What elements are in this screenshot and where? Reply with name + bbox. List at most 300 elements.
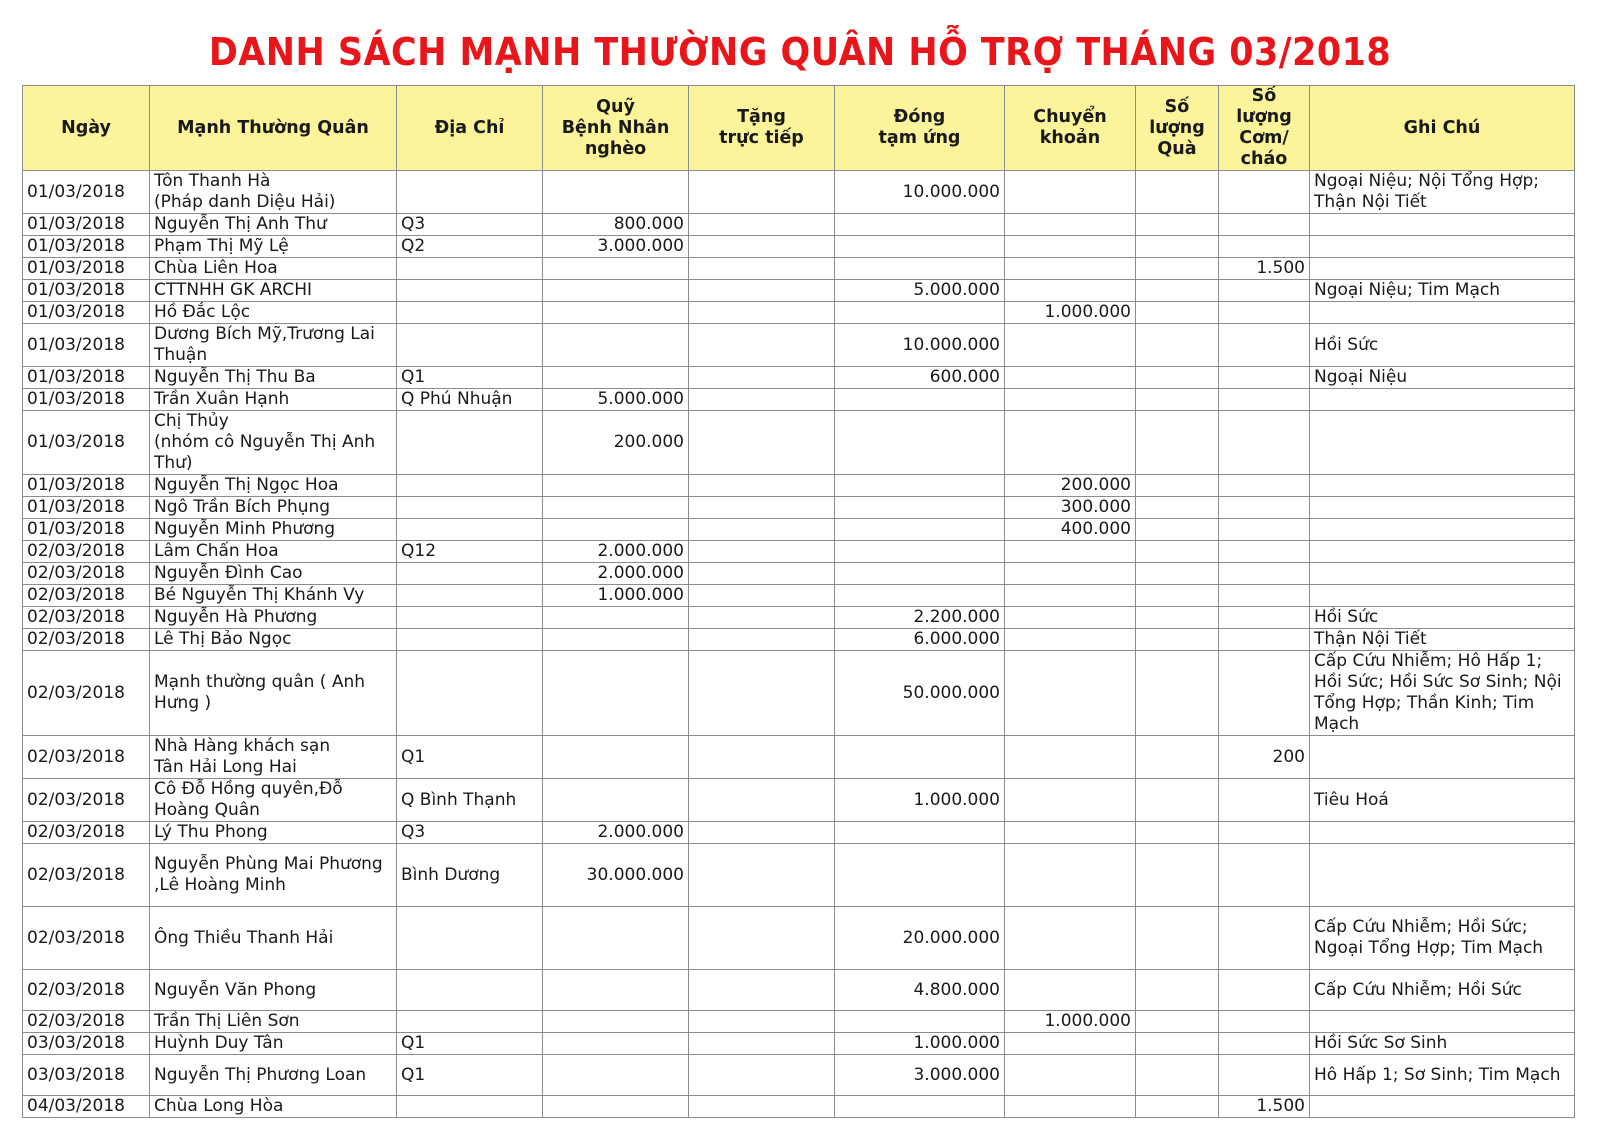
cell-address: [397, 1011, 543, 1033]
cell-donor: Nguyễn Đình Cao: [150, 563, 397, 585]
cell-date: 01/03/2018: [23, 497, 150, 519]
cell-donor: Bé Nguyễn Thị Khánh Vy: [150, 585, 397, 607]
cell-donor: Trần Thị Liên Sơn: [150, 1011, 397, 1033]
cell-direct-gift: [689, 1033, 835, 1055]
cell-date: 02/03/2018: [23, 970, 150, 1011]
cell-address: Q2: [397, 236, 543, 258]
cell-address: Q Bình Thạnh: [397, 779, 543, 822]
cell-gift-qty: [1136, 736, 1219, 779]
cell-transfer: 300.000: [1005, 497, 1136, 519]
table-row: [23, 541, 1575, 563]
cell-address: [397, 585, 543, 607]
cell-advance: [835, 302, 1005, 324]
cell-date: 01/03/2018: [23, 171, 150, 214]
cell-gift-qty: [1136, 236, 1219, 258]
cell-address: [397, 519, 543, 541]
cell-date: 02/03/2018: [23, 822, 150, 844]
table-row: [23, 280, 1575, 302]
cell-advance: 6.000.000: [835, 629, 1005, 651]
cell-donor: Chùa Long Hòa: [150, 1096, 397, 1118]
cell-note: [1310, 236, 1575, 258]
table-row: [23, 844, 1575, 907]
table-row: [23, 907, 1575, 970]
cell-transfer: [1005, 389, 1136, 411]
cell-gift-qty: [1136, 519, 1219, 541]
table-row: [23, 651, 1575, 736]
cell-donor: Chị Thủy (nhóm cô Nguyễn Thị Anh Thư): [150, 411, 397, 475]
table-row: [23, 411, 1575, 475]
cell-date: 02/03/2018: [23, 651, 150, 736]
cell-transfer: [1005, 541, 1136, 563]
table-row: [23, 736, 1575, 779]
header-meal-qty: Số lượng Cơm/ cháo: [1219, 86, 1310, 171]
cell-advance: 1.000.000: [835, 779, 1005, 822]
cell-gift-qty: [1136, 389, 1219, 411]
cell-advance: 10.000.000: [835, 171, 1005, 214]
cell-gift-qty: [1136, 541, 1219, 563]
cell-advance: [835, 411, 1005, 475]
cell-note: Thận Nội Tiết: [1310, 629, 1575, 651]
cell-poor-fund: 3.000.000: [543, 236, 689, 258]
cell-meal-qty: [1219, 280, 1310, 302]
cell-direct-gift: [689, 585, 835, 607]
cell-date: 02/03/2018: [23, 907, 150, 970]
cell-poor-fund: 200.000: [543, 411, 689, 475]
cell-donor: Nguyễn Phùng Mai Phương ,Lê Hoàng Minh: [150, 844, 397, 907]
cell-note: Hô Hấp 1; Sơ Sinh; Tim Mạch: [1310, 1055, 1575, 1096]
cell-note: Tiêu Hoá: [1310, 779, 1575, 822]
cell-direct-gift: [689, 258, 835, 280]
cell-gift-qty: [1136, 907, 1219, 970]
cell-direct-gift: [689, 541, 835, 563]
cell-date: 03/03/2018: [23, 1033, 150, 1055]
header-note: Ghi Chú: [1310, 86, 1575, 171]
cell-donor: Nguyễn Hà Phương: [150, 607, 397, 629]
cell-poor-fund: [543, 1096, 689, 1118]
table-row: [23, 1011, 1575, 1033]
cell-note: [1310, 519, 1575, 541]
cell-direct-gift: [689, 519, 835, 541]
cell-address: Bình Dương: [397, 844, 543, 907]
cell-direct-gift: [689, 607, 835, 629]
cell-date: 01/03/2018: [23, 411, 150, 475]
cell-direct-gift: [689, 779, 835, 822]
cell-advance: 4.800.000: [835, 970, 1005, 1011]
donor-table: [22, 85, 1575, 1118]
header-gift-qty: Số lượng Quà: [1136, 86, 1219, 171]
cell-gift-qty: [1136, 607, 1219, 629]
cell-advance: [835, 258, 1005, 280]
cell-transfer: [1005, 367, 1136, 389]
cell-transfer: [1005, 607, 1136, 629]
cell-address: [397, 1096, 543, 1118]
cell-donor: Huỳnh Duy Tân: [150, 1033, 397, 1055]
cell-poor-fund: [543, 324, 689, 367]
cell-note: [1310, 258, 1575, 280]
header-donor: Mạnh Thường Quân: [150, 86, 397, 171]
cell-address: [397, 907, 543, 970]
cell-date: 01/03/2018: [23, 324, 150, 367]
cell-gift-qty: [1136, 324, 1219, 367]
cell-meal-qty: [1219, 822, 1310, 844]
cell-meal-qty: [1219, 629, 1310, 651]
cell-address: Q1: [397, 1033, 543, 1055]
cell-address: Q12: [397, 541, 543, 563]
cell-poor-fund: [543, 907, 689, 970]
cell-meal-qty: 1.500: [1219, 1096, 1310, 1118]
cell-poor-fund: [543, 970, 689, 1011]
cell-transfer: [1005, 324, 1136, 367]
cell-transfer: [1005, 411, 1136, 475]
cell-gift-qty: [1136, 214, 1219, 236]
cell-poor-fund: [543, 1055, 689, 1096]
cell-gift-qty: [1136, 171, 1219, 214]
cell-transfer: [1005, 1033, 1136, 1055]
cell-donor: Hồ Đắc Lộc: [150, 302, 397, 324]
cell-direct-gift: [689, 970, 835, 1011]
cell-poor-fund: [543, 607, 689, 629]
cell-date: 04/03/2018: [23, 1096, 150, 1118]
cell-address: [397, 607, 543, 629]
cell-direct-gift: [689, 236, 835, 258]
cell-date: 02/03/2018: [23, 736, 150, 779]
cell-direct-gift: [689, 907, 835, 970]
cell-transfer: [1005, 970, 1136, 1011]
cell-note: Cấp Cứu Nhiễm; Hồi Sức; Ngoại Tổng Hợp; Tim Mạch: [1310, 907, 1575, 970]
cell-meal-qty: [1219, 651, 1310, 736]
cell-advance: 50.000.000: [835, 651, 1005, 736]
cell-note: [1310, 585, 1575, 607]
table-row: [23, 324, 1575, 367]
cell-direct-gift: [689, 475, 835, 497]
cell-address: Q3: [397, 214, 543, 236]
cell-transfer: [1005, 907, 1136, 970]
cell-address: [397, 411, 543, 475]
cell-transfer: [1005, 585, 1136, 607]
cell-donor: Trần Xuân Hạnh: [150, 389, 397, 411]
header-direct-gift: Tặng trực tiếp: [689, 86, 835, 171]
table-row: [23, 171, 1575, 214]
cell-meal-qty: [1219, 411, 1310, 475]
cell-gift-qty: [1136, 629, 1219, 651]
cell-date: 02/03/2018: [23, 541, 150, 563]
table-row: [23, 214, 1575, 236]
cell-meal-qty: [1219, 779, 1310, 822]
cell-note: [1310, 475, 1575, 497]
table-row: [23, 497, 1575, 519]
cell-donor: Nguyễn Thị Ngọc Hoa: [150, 475, 397, 497]
cell-poor-fund: 1.000.000: [543, 585, 689, 607]
cell-date: 01/03/2018: [23, 302, 150, 324]
cell-note: Cấp Cứu Nhiễm; Hồi Sức: [1310, 970, 1575, 1011]
cell-donor: Ông Thiều Thanh Hải: [150, 907, 397, 970]
cell-advance: [835, 844, 1005, 907]
cell-note: Ngoại Niệu: [1310, 367, 1575, 389]
cell-direct-gift: [689, 411, 835, 475]
cell-direct-gift: [689, 563, 835, 585]
cell-note: [1310, 214, 1575, 236]
cell-advance: [835, 214, 1005, 236]
cell-poor-fund: [543, 1033, 689, 1055]
cell-meal-qty: [1219, 214, 1310, 236]
cell-donor: Ngô Trần Bích Phụng: [150, 497, 397, 519]
cell-advance: 20.000.000: [835, 907, 1005, 970]
cell-address: [397, 629, 543, 651]
cell-meal-qty: [1219, 171, 1310, 214]
cell-transfer: [1005, 236, 1136, 258]
cell-note: [1310, 389, 1575, 411]
cell-address: Q1: [397, 736, 543, 779]
table-row: [23, 629, 1575, 651]
cell-address: [397, 324, 543, 367]
cell-meal-qty: [1219, 302, 1310, 324]
cell-direct-gift: [689, 389, 835, 411]
cell-meal-qty: [1219, 607, 1310, 629]
cell-gift-qty: [1136, 970, 1219, 1011]
cell-meal-qty: [1219, 563, 1310, 585]
cell-poor-fund: [543, 171, 689, 214]
cell-address: [397, 970, 543, 1011]
cell-direct-gift: [689, 1011, 835, 1033]
cell-transfer: [1005, 822, 1136, 844]
table-row: [23, 1096, 1575, 1118]
cell-donor: Nguyễn Minh Phương: [150, 519, 397, 541]
cell-address: [397, 475, 543, 497]
cell-donor: Lâm Chấn Hoa: [150, 541, 397, 563]
cell-address: [397, 651, 543, 736]
cell-advance: [835, 497, 1005, 519]
cell-meal-qty: [1219, 1033, 1310, 1055]
page-title: DANH SÁCH MẠNH THƯỜNG QUÂN HỖ TRỢ THÁNG 03/2018: [208, 30, 1392, 74]
cell-gift-qty: [1136, 367, 1219, 389]
cell-meal-qty: [1219, 389, 1310, 411]
cell-advance: 3.000.000: [835, 1055, 1005, 1096]
cell-gift-qty: [1136, 497, 1219, 519]
header-date: Ngày: [23, 86, 150, 171]
cell-meal-qty: [1219, 324, 1310, 367]
cell-meal-qty: [1219, 970, 1310, 1011]
cell-advance: [835, 822, 1005, 844]
cell-donor: Lê Thị Bảo Ngọc: [150, 629, 397, 651]
cell-direct-gift: [689, 736, 835, 779]
table-row: [23, 822, 1575, 844]
cell-transfer: 1.000.000: [1005, 1011, 1136, 1033]
cell-direct-gift: [689, 324, 835, 367]
cell-note: Hồi Sức: [1310, 607, 1575, 629]
cell-gift-qty: [1136, 1033, 1219, 1055]
cell-date: 03/03/2018: [23, 1055, 150, 1096]
cell-advance: [835, 1096, 1005, 1118]
cell-note: [1310, 563, 1575, 585]
cell-direct-gift: [689, 1055, 835, 1096]
cell-direct-gift: [689, 280, 835, 302]
cell-address: [397, 280, 543, 302]
table-row: [23, 389, 1575, 411]
table-row: [23, 563, 1575, 585]
cell-direct-gift: [689, 367, 835, 389]
cell-transfer: 200.000: [1005, 475, 1136, 497]
cell-date: 02/03/2018: [23, 1011, 150, 1033]
cell-meal-qty: [1219, 497, 1310, 519]
cell-date: 02/03/2018: [23, 779, 150, 822]
cell-address: Q1: [397, 1055, 543, 1096]
cell-advance: [835, 519, 1005, 541]
cell-gift-qty: [1136, 1096, 1219, 1118]
cell-address: [397, 563, 543, 585]
cell-advance: [835, 736, 1005, 779]
table-row: [23, 519, 1575, 541]
cell-date: 02/03/2018: [23, 607, 150, 629]
cell-donor: Chùa Liên Hoa: [150, 258, 397, 280]
cell-note: [1310, 736, 1575, 779]
cell-advance: [835, 475, 1005, 497]
cell-poor-fund: 5.000.000: [543, 389, 689, 411]
cell-donor: Nguyễn Thị Phương Loan: [150, 1055, 397, 1096]
cell-date: 02/03/2018: [23, 563, 150, 585]
cell-gift-qty: [1136, 822, 1219, 844]
cell-date: 01/03/2018: [23, 389, 150, 411]
cell-transfer: 1.000.000: [1005, 302, 1136, 324]
cell-transfer: [1005, 1055, 1136, 1096]
cell-transfer: [1005, 844, 1136, 907]
cell-donor: Nguyễn Văn Phong: [150, 970, 397, 1011]
cell-gift-qty: [1136, 302, 1219, 324]
cell-donor: Nguyễn Thị Anh Thư: [150, 214, 397, 236]
cell-address: [397, 302, 543, 324]
cell-gift-qty: [1136, 651, 1219, 736]
cell-date: 02/03/2018: [23, 629, 150, 651]
cell-direct-gift: [689, 822, 835, 844]
cell-direct-gift: [689, 302, 835, 324]
cell-meal-qty: [1219, 844, 1310, 907]
cell-note: Cấp Cứu Nhiễm; Hô Hấp 1; Hồi Sức; Hồi Sức Sơ Sinh; Nội Tổng Hợp; Thần Kinh; Tim Mạch: [1310, 651, 1575, 736]
table-row: [23, 367, 1575, 389]
cell-gift-qty: [1136, 779, 1219, 822]
cell-direct-gift: [689, 651, 835, 736]
cell-transfer: [1005, 563, 1136, 585]
cell-gift-qty: [1136, 563, 1219, 585]
header-address: Địa Chỉ: [397, 86, 543, 171]
cell-advance: [835, 541, 1005, 563]
cell-advance: [835, 236, 1005, 258]
cell-note: [1310, 497, 1575, 519]
cell-address: Q3: [397, 822, 543, 844]
cell-date: 01/03/2018: [23, 475, 150, 497]
cell-address: Q1: [397, 367, 543, 389]
cell-note: [1310, 822, 1575, 844]
cell-advance: 600.000: [835, 367, 1005, 389]
cell-poor-fund: 800.000: [543, 214, 689, 236]
cell-address: Q Phú Nhuận: [397, 389, 543, 411]
cell-transfer: [1005, 280, 1136, 302]
cell-poor-fund: [543, 258, 689, 280]
cell-advance: 1.000.000: [835, 1033, 1005, 1055]
cell-date: 02/03/2018: [23, 844, 150, 907]
cell-poor-fund: [543, 497, 689, 519]
cell-poor-fund: [543, 302, 689, 324]
table-row: [23, 258, 1575, 280]
cell-donor: Tôn Thanh Hà (Pháp danh Diệu Hải): [150, 171, 397, 214]
header-row: [23, 86, 1575, 171]
cell-address: [397, 258, 543, 280]
cell-meal-qty: [1219, 541, 1310, 563]
cell-date: 01/03/2018: [23, 214, 150, 236]
table-row: [23, 585, 1575, 607]
cell-donor: Phạm Thị Mỹ Lệ: [150, 236, 397, 258]
cell-donor: Lý Thu Phong: [150, 822, 397, 844]
cell-date: 01/03/2018: [23, 258, 150, 280]
cell-meal-qty: [1219, 585, 1310, 607]
cell-advance: [835, 585, 1005, 607]
cell-note: [1310, 1011, 1575, 1033]
cell-transfer: [1005, 258, 1136, 280]
cell-date: 01/03/2018: [23, 236, 150, 258]
cell-poor-fund: 2.000.000: [543, 541, 689, 563]
cell-donor: CTTNHH GK ARCHI: [150, 280, 397, 302]
cell-poor-fund: [543, 280, 689, 302]
cell-donor: Dương Bích Mỹ,Trương Lai Thuận: [150, 324, 397, 367]
cell-meal-qty: [1219, 367, 1310, 389]
header-transfer: Chuyển khoản: [1005, 86, 1136, 171]
cell-transfer: [1005, 171, 1136, 214]
cell-advance: [835, 389, 1005, 411]
cell-meal-qty: [1219, 1011, 1310, 1033]
cell-note: Hồi Sức: [1310, 324, 1575, 367]
cell-direct-gift: [689, 844, 835, 907]
table-row: [23, 779, 1575, 822]
table-row: [23, 970, 1575, 1011]
cell-gift-qty: [1136, 411, 1219, 475]
cell-transfer: [1005, 736, 1136, 779]
cell-transfer: [1005, 214, 1136, 236]
table-row: [23, 302, 1575, 324]
cell-meal-qty: [1219, 519, 1310, 541]
cell-poor-fund: [543, 779, 689, 822]
cell-donor: Cô Đỗ Hồng quyên,Đỗ Hoàng Quân: [150, 779, 397, 822]
cell-note: Ngoại Niệu; Nội Tổng Hợp; Thận Nội Tiết: [1310, 171, 1575, 214]
cell-direct-gift: [689, 629, 835, 651]
cell-poor-fund: [543, 651, 689, 736]
cell-note: [1310, 411, 1575, 475]
cell-direct-gift: [689, 1096, 835, 1118]
cell-date: 01/03/2018: [23, 280, 150, 302]
cell-date: 01/03/2018: [23, 367, 150, 389]
header-poor-fund: Quỹ Bệnh Nhân nghèo: [543, 86, 689, 171]
cell-meal-qty: [1219, 1055, 1310, 1096]
cell-date: 01/03/2018: [23, 519, 150, 541]
cell-transfer: [1005, 629, 1136, 651]
cell-address: [397, 171, 543, 214]
cell-transfer: [1005, 1096, 1136, 1118]
cell-gift-qty: [1136, 258, 1219, 280]
cell-note: [1310, 844, 1575, 907]
cell-transfer: [1005, 651, 1136, 736]
cell-note: [1310, 1096, 1575, 1118]
cell-note: Hồi Sức Sơ Sinh: [1310, 1033, 1575, 1055]
cell-advance: 10.000.000: [835, 324, 1005, 367]
cell-direct-gift: [689, 171, 835, 214]
table-row: [23, 1033, 1575, 1055]
cell-poor-fund: [543, 629, 689, 651]
cell-note: [1310, 302, 1575, 324]
cell-donor: Nhà Hàng khách sạn Tân Hải Long Hai: [150, 736, 397, 779]
cell-transfer: 400.000: [1005, 519, 1136, 541]
cell-meal-qty: [1219, 236, 1310, 258]
cell-note: Ngoại Niệu; Tim Mạch: [1310, 280, 1575, 302]
cell-gift-qty: [1136, 280, 1219, 302]
table-row: [23, 475, 1575, 497]
cell-meal-qty: [1219, 907, 1310, 970]
